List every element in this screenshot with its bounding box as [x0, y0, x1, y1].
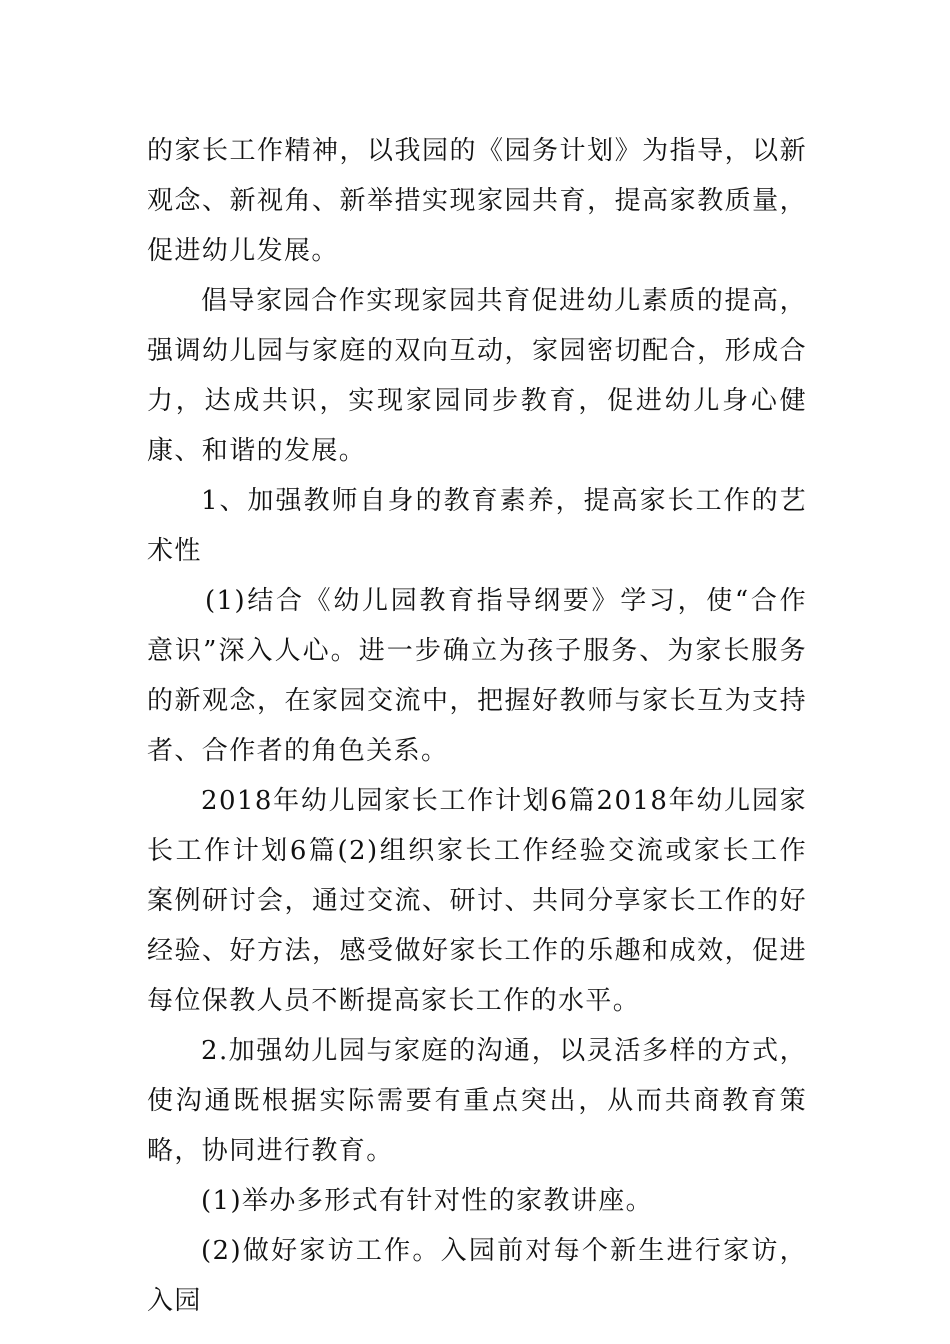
- heading-item-1: 1、加强教师自身的教育素养，提高家长工作的艺术性: [147, 486, 807, 566]
- document-body: [147, 126, 807, 1326]
- paragraph-item-1-1: (1)结合《幼儿园教育指导纲要》学习，使“合作意识”深入人心。进一步确立为孩子服务、为家长服务的新观念，在家园交流中，把握好教师与家长互为支持者、合作者的角色关系。: [147, 586, 807, 766]
- paragraph-item-2-2: (2)做好家访工作。入园前对每个新生进行家访，入园: [147, 1236, 807, 1316]
- heading-item-2: 2.加强幼儿园与家庭的沟通，以灵活多样的方式，使沟通既根据实际需要有重点突出，从而共商教育策略，协同进行教育。: [147, 1036, 807, 1166]
- paragraph-continuation: 的家长工作精神，以我园的《园务计划》为指导，以新观念、新视角、新举措实现家园共育，提高家教质量，促进幼儿发展。: [147, 136, 807, 266]
- paragraph-item-2-1: (1)举办多形式有针对性的家教讲座。: [201, 1186, 654, 1216]
- paragraph-principle: 倡导家园合作实现家园共育促进幼儿素质的提高，强调幼儿园与家庭的双向互动，家园密切配合，形成合力，达成共识，实现家园同步教育，促进幼儿身心健康、和谐的发展。: [147, 286, 807, 466]
- paragraph-item-1-2: 2018年幼儿园家长工作计划6篇2018年幼儿园家长工作计划6篇(2)组织家长工作经验交流或家长工作案例研讨会，通过交流、研讨、共同分享家长工作的好经验、好方法，感受做好家长工作的乐趣和成效，促进每位保教人员不断提高家长工作的水平。: [147, 786, 807, 1016]
